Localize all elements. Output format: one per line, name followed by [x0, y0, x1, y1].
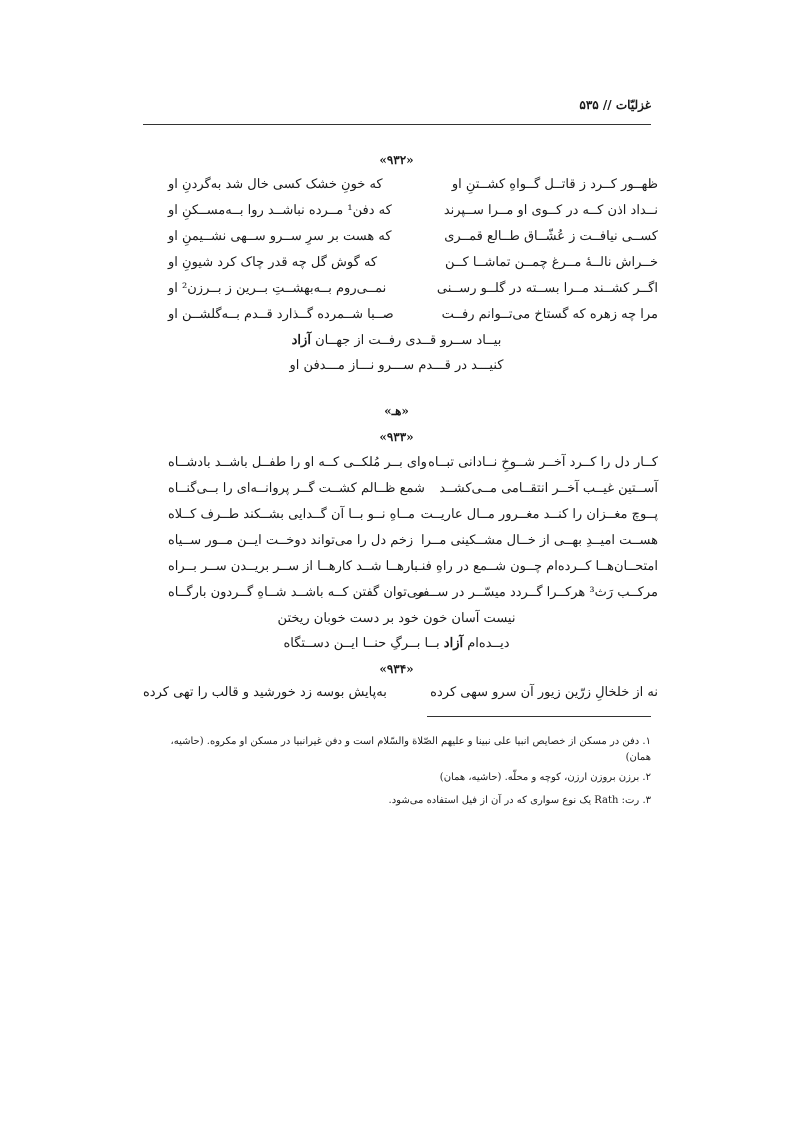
hemistich-first: آســتین غیــب آخــر انتقــامی مــی‌کشــد [439, 481, 658, 496]
footnote: ۳. رت: Rath یک نوع سواری که در آن از فیل استفاده می‌شود. [388, 795, 651, 806]
closing-text: دیــده‌ام [463, 636, 510, 651]
footnote-rule [427, 716, 651, 717]
couplet [168, 307, 658, 331]
couplet [168, 585, 658, 609]
hemistich-second: بارهــا شــد کارهــا از ســر بریــدن ســر بــراه [168, 559, 418, 574]
closing-line [0, 636, 793, 651]
hemistich-second: شمع ظــالم کشــت گــر پروانــه‌ای را بــی‌گنــاه [168, 481, 425, 496]
couplet [168, 229, 658, 253]
hemistich-second: زخم دل را می‌تواند دوخــت ایــن مــور ســیاه [168, 533, 414, 548]
hemistich-first: نه از خلخالِ زرّین زیور آن سرو سهی کرده [430, 685, 658, 700]
poet-name: آزاد [443, 636, 464, 651]
hemistich-first: ظهــور کــرد ز قاتــل گــواهِ کشــتنِ او [451, 177, 658, 192]
footnote: ۱. دفن در مسکن از خصایص انبیا علی نبینا و علیهم الصّلاة والسّلام است و دفن غیرانبیا در مسکن او مکروه. (حاشیه، همان) [170, 736, 651, 763]
closing-text: بیــاد ســرو قــدی رفــت از جهــان [310, 333, 502, 348]
hemistich-first: کســی نیافــت ز عُشّــاق طــالع قمــری [444, 229, 658, 244]
hemistich-second: نمــی‌روم بــه‌بهشــتِ بــرین ز بــرزن² او [168, 281, 387, 296]
running-title: غزلیّات // ۵۳۵ [579, 98, 651, 112]
hemistich-first: خــراش نالــهٔ مــرغ چمــن تماشــا کــن [445, 255, 658, 270]
closing-line [0, 333, 793, 348]
poet-name: آزاد [291, 333, 311, 348]
hemistich-first: پــوچ مغــزان را کنــد مغــرور مــال عاریــت [420, 507, 658, 522]
couplet [168, 559, 658, 583]
hemistich-second: می‌توان گفتن کــه باشــد شــاهِ گــردون بارگــاه [168, 585, 425, 600]
couplet [168, 281, 658, 305]
hemistich-first: مرکــب رَث³ هرکــرا گــردد میسّــر در ســفر [415, 585, 658, 600]
hemistich-first: امتحــان‌هــا کــرده‌ام چــون شــمع در راهِ فنــا [410, 559, 658, 574]
hemistich-first: مرا چه زهره که گستاخ می‌تــوانم رفــت [441, 307, 658, 322]
couplet [168, 177, 658, 201]
header-rule [143, 124, 651, 125]
hemistich-second: که گوش گل چه قدر چاک کرد شیونِ او [168, 255, 378, 270]
hemistich-first: نــداد اذن کــه در کــوی او مــرا ســپرند [443, 203, 658, 218]
hemistich-first: هســت امیــدِ بهــی از خــال مشــکینی مــرا [421, 533, 658, 548]
hemistich-second: وای بــر مُلکــی کــه او را طفــل باشــد بادشــاه [168, 455, 427, 470]
closing-text: بــا بــرگِ حنــا ایــن دســتگاه [283, 636, 444, 651]
page-header [143, 98, 651, 120]
closing-text: نیست آسان خون خود بر دست خوبان ریختن [277, 611, 516, 626]
couplet [168, 203, 658, 227]
hemistich-first: اگــر کشــند مــرا بســته در گلــو رســنی [436, 281, 658, 296]
section-mark: «هـ» [384, 404, 409, 418]
footnote: ۲. برزن بروزن ارزن، کوچه و محلّه. (حاشیه، همان) [439, 772, 651, 783]
hemistich-second: که خونِ خشک کسی خال شد به‌گردنِ او [168, 177, 383, 192]
hemistich-second: که دفن¹ مــرده نباشــد روا بــه‌مســکنِ او [168, 203, 392, 218]
couplet [143, 685, 658, 709]
closing-line [0, 611, 793, 626]
couplet [168, 455, 658, 479]
closing-line [0, 358, 793, 373]
hemistich-second: صــبا شــمرده گــذارد قــدم بــه‌گلشــن او [168, 307, 394, 322]
couplet [168, 507, 658, 531]
poem-number: «۹۳۳» [379, 430, 414, 444]
couplet [168, 255, 658, 279]
hemistich-first: کــار دل را کــرد آخــر شــوخِ نــادانی تبــاه [428, 455, 658, 470]
poem-number: «۹۳۴» [379, 662, 414, 676]
hemistich-second: مــاهِ نــو بــا آن گــدایی بشــکند طــرف کــلاه [168, 507, 416, 522]
poem-number: «۹۳۲» [379, 153, 414, 167]
closing-text: کنیـــد در قـــدم ســـرو نـــاز مـــدفن او [289, 358, 504, 373]
couplet [168, 481, 658, 505]
couplet [168, 533, 658, 557]
hemistich-second: که هست بر سرِ ســرو ســهی نشــیمنِ او [168, 229, 392, 244]
hemistich-second: به‌پایش بوسه زد خورشید و قالب را تهی کرده [143, 685, 387, 700]
